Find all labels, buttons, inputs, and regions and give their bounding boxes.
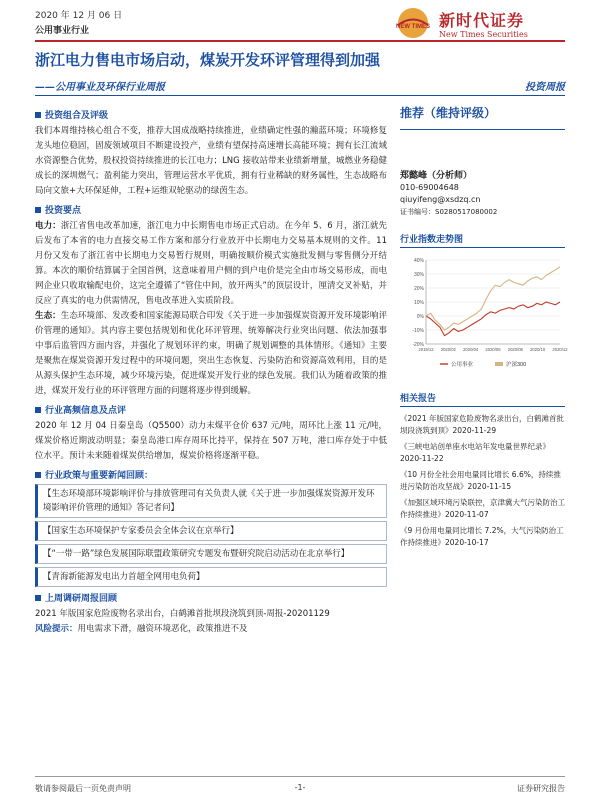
footer-disclaimer[interactable]: 敬请参阅最后一页免责声明	[35, 784, 131, 793]
eco-label: 生态：	[35, 311, 61, 321]
eco-paragraph	[35, 309, 387, 399]
page-number: -1-	[294, 783, 306, 792]
company-logo	[393, 6, 565, 42]
risk-label: 风险提示：	[35, 624, 78, 634]
index-trend-chart	[400, 256, 568, 374]
power-text: 浙江省售电改革加速，浙江电力中长期售电市场正式启动。在今年 5、6 月，浙江就先后发布了本省的电力直接交易工作方案和部分行业放开中长期电力交易基本规则的文件。11 月份又发布了浙江省中长期电力交易暂行规则，明确按顺价模式实施批发侧与零售侧分开结算。本次的顺价结算属于全国首例，这意味着用户侧的到户电价是完全由市场交易形成，而电网企业只收取输配电价，这完全遵循了“管住中间，放开两头”的顶层设计，厘清交叉补贴，并反应了真实的电力供需情况，售电改革进入实质阶段。	[35, 221, 387, 306]
x-tick-label: 2019/12	[418, 347, 434, 352]
logo-cn-text: 新时代证券	[439, 11, 525, 30]
series-line	[426, 302, 560, 336]
y-tick-label: -20%	[412, 342, 424, 348]
risk-paragraph	[35, 622, 387, 637]
bullet-square-icon	[35, 407, 41, 413]
report-date: 2020 年 12 月 06 日	[35, 11, 123, 21]
section-heading-policy	[35, 468, 387, 481]
risk-text: 用电需求下滑，融资环境恶化，政策推进不及	[77, 624, 248, 634]
header-rule	[35, 40, 565, 42]
x-tick-label: 2020/08	[507, 347, 523, 352]
policy-item: 【青海新能源发电出力首超全网用电负荷】	[35, 567, 387, 587]
section-heading-weekly	[35, 591, 387, 604]
footer-right: 证券研究报告	[517, 784, 565, 793]
weekly-text: 2021 年版国家危险废物名录出台，白鹤滩首批坝段浇筑到顶-周报-20201129	[35, 609, 330, 619]
bullet-square-icon	[35, 472, 41, 478]
series-line	[426, 267, 560, 330]
page-footer	[35, 776, 565, 793]
x-tick-label: 2020/12	[552, 347, 568, 352]
policy-item: 【国家生态环境保护专家委员会全体会议在京举行】	[35, 521, 387, 541]
related-report-link[interactable]: 《2021 年版国家危险废物名录出台，白鹤滩首批坝段浇筑到顶》2020-11-29	[400, 414, 564, 435]
report-type: 投资周报	[525, 82, 565, 93]
related-heading: 相关报告	[400, 391, 565, 407]
section-heading-portfolio	[35, 108, 387, 121]
policy-item: 【生态环境部环境影响评价与排放管理司有关负责人就《关于进一步加强煤炭资源开发环境影响评价管理的通知》答记者问】	[35, 484, 387, 518]
subtitle-rule	[35, 95, 565, 96]
power-label: 电力：	[35, 221, 61, 231]
y-tick-label: 30%	[413, 272, 424, 278]
eco-text: 生态环境部、发改委和国家能源局联合印发《关于进一步加强煤炭资源开发环境影响评价管理的通知》。其内容主要包括规划和优化环评管理、统筹解决行业突出问题、依法加强事中事后监管四方面内容，并强化了规划环评约束，明确了规划调整的具体情形。《通知》主要是聚焦在煤炭资源开发过程中的环境问题，突出生态恢复、污染防治和资源高效利用，目的是从源头保护生态环境，减少环境污染，促进煤炭开发行业的绿色发展。我们认为随着政策的推进，煤炭开发行业的环评管理方面的问题将逐步得到缓解。	[35, 311, 387, 396]
y-tick-label: 0%	[416, 314, 424, 320]
bullet-square-icon	[35, 112, 41, 118]
chart-heading: 行业指数走势图	[400, 232, 565, 248]
logo-en-text: New Times Securities	[439, 30, 528, 39]
y-tick-label: 20%	[413, 286, 424, 292]
logo-badge-icon	[393, 6, 433, 40]
analyst-email[interactable]: qiuyifeng@xsdzq.cn	[400, 195, 481, 204]
logo-badge-text: NEW TIMES	[396, 24, 430, 30]
policy-list	[35, 484, 387, 587]
analyst-phone: 010-69004648	[400, 183, 459, 192]
section-heading-text: 投资要点	[45, 206, 82, 216]
page-subtitle: ——公用事业及环保行业周报	[35, 82, 165, 93]
x-tick-label: 2020/06	[485, 347, 501, 352]
analyst-cert: 证书编号：S0280517080002	[400, 208, 498, 216]
bullet-square-icon	[35, 207, 41, 213]
related-report-link[interactable]: 《三峡电站创单座水电站年发电量世界纪录》2020-11-22	[400, 442, 550, 463]
sidebar	[400, 104, 568, 549]
page-title: 浙江电力售电市场启动，煤炭开发环评管理得到加强	[35, 51, 381, 69]
y-tick-label: 40%	[413, 258, 424, 264]
legend-label: 公用事业	[451, 362, 474, 368]
market-text: 2020 年 12 月 04 日秦皇岛（Q5500）动力末煤平仓价 637 元/吨，周环比上涨 11 元/吨，煤炭价格近期波动明显；秦皇岛港口库存周环比持平，保持在 507 万吨，港口库存处于中低位水平。预计未来随着煤炭供给增加，煤炭价格将逐渐平稳。	[35, 421, 387, 461]
section-heading-market	[35, 403, 387, 416]
y-tick-label: -10%	[412, 328, 424, 334]
section-heading-text: 上周调研周报回顾	[45, 594, 118, 604]
related-list	[400, 413, 565, 549]
section-heading-text: 行业政策与重要新闻回顾：	[45, 471, 154, 481]
y-tick-label: 10%	[413, 300, 424, 306]
industry-label: 公用事业行业	[35, 26, 90, 36]
bullet-square-icon	[35, 595, 41, 601]
x-tick-label: 2020/02	[440, 347, 456, 352]
related-report-link[interactable]: 《加强区域环境污染联控，京津冀大气污染防治工作持续推进》2020-11-07	[400, 498, 565, 519]
analyst-block	[400, 170, 565, 218]
section-heading-summary	[35, 203, 387, 216]
policy-item: 【“一带一路”绿色发展国际联盟政策研究专题发布暨研究院启动活动在北京举行】	[35, 544, 387, 564]
rating: 推荐（维持评级）	[400, 104, 565, 130]
legend-label: 沪深300	[506, 362, 527, 368]
legend-swatch	[495, 362, 503, 366]
x-tick-label: 2020/10	[530, 347, 546, 352]
x-tick-label: 2020/04	[463, 347, 479, 352]
main-column	[35, 104, 387, 637]
related-report-link[interactable]: 《9 月份用电量同比增长 7.2%，大气污染防治工作持续推进》2020-10-17	[400, 526, 564, 547]
related-report-link[interactable]: 《10 月份全社会用电量同比增长 6.6%，持续推进污染防治攻坚战》2020-11-15	[400, 470, 561, 491]
power-paragraph	[35, 219, 387, 309]
portfolio-text: 我们本周维持核心组合不变，推荐大国成战略持续推进，业绩确定性强的瀚蓝环境；环境修复龙头地位稳固，固废领域项目不断建设投产，业绩有望保持高速增长高能环境；拥有长江流域水资源整合优势，股权投资持续推进的长江电力；LNG 接收站带来业绩新增量，城燃业务稳健成长的深圳燃气；盈利能力突出，管理运营水平优质，拥有行业稀缺的财务属性，生态战略布局向文旅+大环保延伸，工程+运维双轮驱动的绿茵生态。	[35, 126, 387, 196]
analyst-name: 郑懿峰（分析师）	[400, 171, 473, 181]
section-heading-text: 行业高频信息及点评	[45, 406, 127, 416]
section-heading-text: 投资组合及评级	[45, 111, 109, 121]
